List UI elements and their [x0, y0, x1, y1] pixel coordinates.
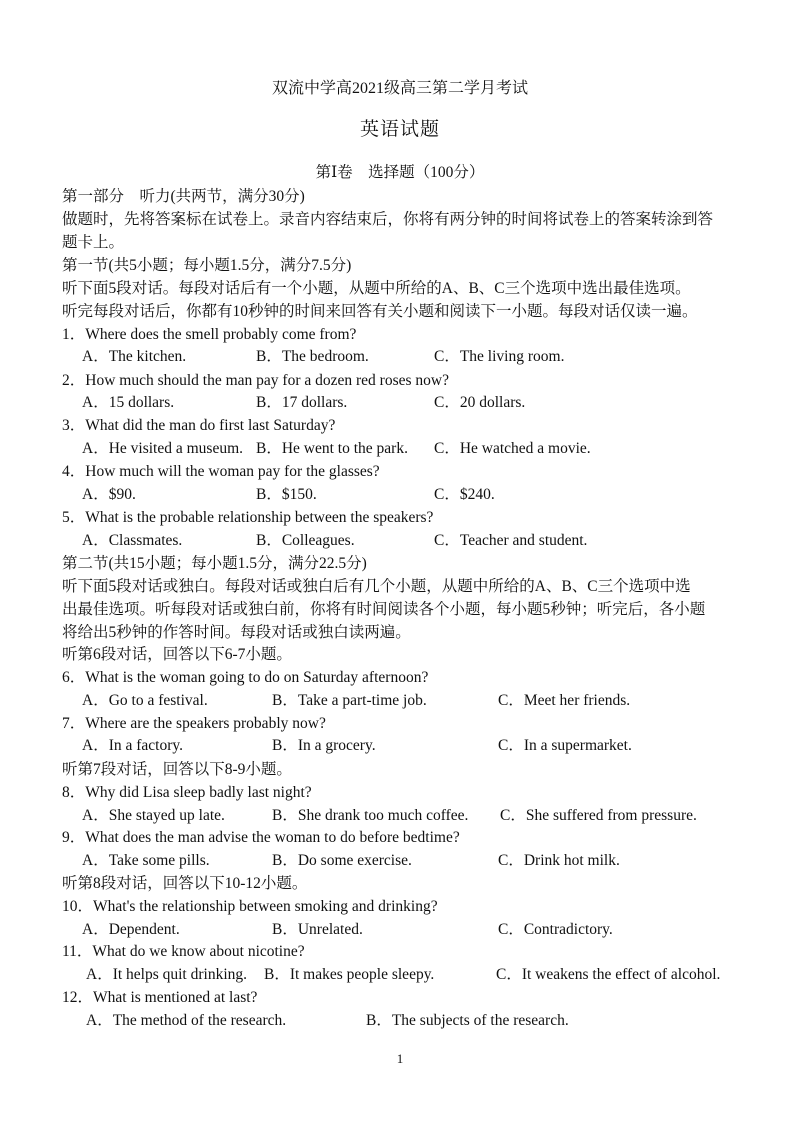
question-stem: 2．How much should the man pay for a dozen red roses now? — [62, 372, 449, 389]
option-b: B．Take a part-time job. — [272, 692, 427, 709]
question-stem: 11．What do we know about nicotine? — [62, 943, 305, 960]
part1-instruction-line: 做题时，先将答案标在试卷上。录音内容结束后，你将有两分钟的时间将试卷上的答案转涂到答 — [62, 211, 714, 228]
section1-title: 第一节(共5小题；每小题1.5分，满分7.5分) — [62, 257, 352, 274]
option-c: C．The living room. — [434, 348, 565, 365]
dialogue-group-heading: 听第7段对话，回答以下8-9小题。 — [62, 761, 292, 778]
option-b: B．Unrelated. — [272, 921, 363, 938]
question-stem: 7．Where are the speakers probably now? — [62, 715, 326, 732]
dialogue-group-heading: 听第6段对话，回答以下6-7小题。 — [62, 646, 292, 663]
question-stem: 1．Where does the smell probably come from? — [62, 326, 357, 343]
option-b: B．Do some exercise. — [272, 852, 412, 869]
option-c: C．20 dollars. — [434, 394, 526, 411]
question-stem: 6．What is the woman going to do on Saturday afternoon? — [62, 669, 429, 686]
option-c: C．It weakens the effect of alcohol. — [496, 966, 721, 983]
option-a: A．Go to a festival. — [82, 692, 208, 709]
option-a: A．In a factory. — [82, 737, 183, 754]
option-a: A．$90. — [82, 486, 136, 503]
part1-instruction-line: 题卡上。 — [62, 234, 125, 251]
option-a: A．The method of the research. — [86, 1012, 287, 1029]
page-number: 1 — [396, 1051, 404, 1066]
option-b: B．She drank too much coffee. — [272, 807, 469, 824]
option-c: C．$240. — [434, 486, 495, 503]
option-a: A．She stayed up late. — [82, 807, 225, 824]
option-b: B．The bedroom. — [256, 348, 369, 365]
question-stem: 8．Why did Lisa sleep badly last night? — [62, 784, 312, 801]
option-c: C．Contradictory. — [498, 921, 613, 938]
dialogue-group-heading: 听第8段对话，回答以下10-12小题。 — [62, 875, 308, 892]
question-stem: 9．What does the man advise the woman to do before bedtime? — [62, 829, 460, 846]
section1-instruction-line: 听下面5段对话。每段对话后有一个小题，从题中所给的A、B、C三个选项中选出最佳选项。 — [62, 280, 691, 297]
option-b: B．17 dollars. — [256, 394, 348, 411]
option-c: C．Teacher and student. — [434, 532, 588, 549]
option-b: B．The subjects of the research. — [366, 1012, 569, 1029]
option-a: A．Take some pills. — [82, 852, 210, 869]
option-b: B．Colleagues. — [256, 532, 355, 549]
option-a: A．Dependent. — [82, 921, 180, 938]
option-c: C．He watched a movie. — [434, 440, 591, 457]
option-b: B．$150. — [256, 486, 317, 503]
option-c: C．Meet her friends. — [498, 692, 631, 709]
option-c: C．In a supermarket. — [498, 737, 632, 754]
option-c: C．Drink hot milk. — [498, 852, 620, 869]
option-b: B．He went to the park. — [256, 440, 408, 457]
option-b: B．In a grocery. — [272, 737, 376, 754]
question-stem: 12．What is mentioned at last? — [62, 989, 258, 1006]
option-b: B．It makes people sleepy. — [264, 966, 435, 983]
option-a: A．15 dollars. — [82, 394, 175, 411]
section2-instruction-line: 将给出5秒钟的作答时间。每段对话或独白读两遍。 — [62, 624, 411, 641]
option-c: C．She suffered from pressure. — [500, 807, 697, 824]
volume-title: 第Ⅰ卷 选择题（100分） — [315, 164, 485, 181]
section2-instruction-line: 听下面5段对话或独白。每段对话或独白后有几个小题，从题中所给的A、B、C三个选项中选 — [62, 578, 691, 595]
option-a: A．He visited a museum. — [82, 440, 244, 457]
question-stem: 4．How much will the woman pay for the glasses? — [62, 463, 380, 480]
section2-title: 第二节(共15小题；每小题1.5分，满分22.5分) — [62, 555, 367, 572]
option-a: A．The kitchen. — [82, 348, 187, 365]
option-a: A．It helps quit drinking. — [86, 966, 248, 983]
school-exam-title: 双流中学高2021级高三第二学月考试 — [271, 80, 528, 97]
question-stem: 10．What's the relationship between smoking and drinking? — [62, 898, 438, 915]
subject-title: 英语试题 — [359, 119, 440, 140]
question-stem: 5．What is the probable relationship between the speakers? — [62, 509, 434, 526]
section2-instruction-line: 出最佳选项。听每段对话或独白前，你将有时间阅读各个小题，每小题5秒钟；听完后，各小题 — [62, 601, 706, 618]
section1-instruction-line: 听完每段对话后，你都有10秒钟的时间来回答有关小题和阅读下一小题。每段对话仅读一遍。 — [62, 303, 698, 320]
question-stem: 3．What did the man do first last Saturday? — [62, 417, 336, 434]
part1-title: 第一部分 听力(共两节，满分30分) — [62, 188, 305, 205]
option-a: A．Classmates. — [82, 532, 183, 549]
